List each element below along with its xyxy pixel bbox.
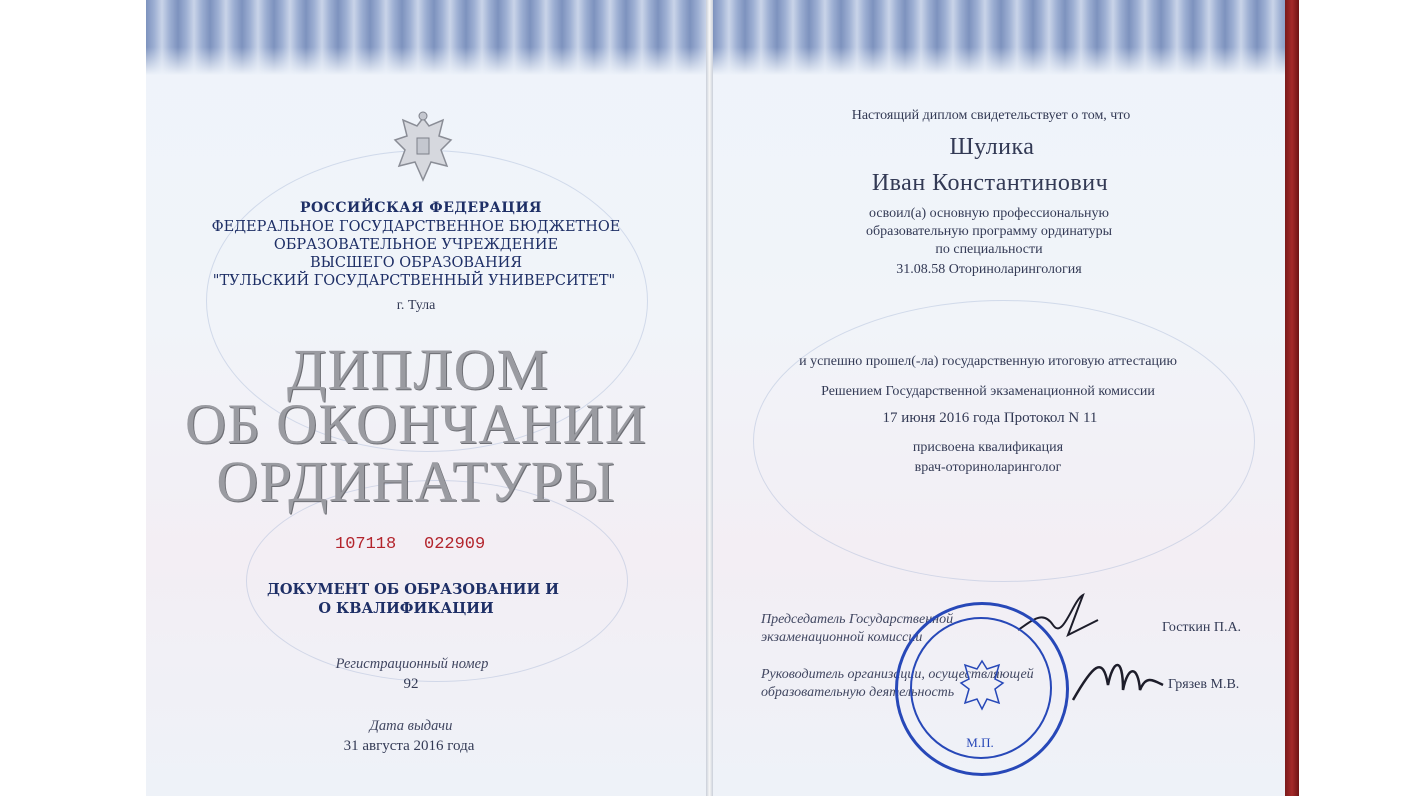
diploma-cover-edge bbox=[1285, 0, 1299, 796]
diploma-title-line-2: ОБ ОКОНЧАНИИ bbox=[185, 393, 647, 456]
program-line-3: по специальности bbox=[935, 242, 1043, 257]
issue-date: 31 августа 2016 года bbox=[343, 738, 475, 754]
qualification: врач-оториноларинголог bbox=[914, 460, 1062, 475]
institution-line-2: ОБРАЗОВАТЕЛЬНОЕ УЧРЕЖДЕНИЕ bbox=[273, 237, 559, 253]
specialty: 31.08.58 Оториноларингология bbox=[896, 262, 1082, 277]
head-signature-icon bbox=[1068, 645, 1168, 715]
document-type-line-1: ДОКУМЕНТ ОБ ОБРАЗОВАНИИ И bbox=[267, 581, 559, 598]
serial-number: 022909 bbox=[424, 535, 486, 554]
head-title-line-2: образовательную деятельность bbox=[761, 685, 955, 700]
decorative-border bbox=[146, 0, 706, 75]
holder-surname: Шулика bbox=[949, 134, 1035, 160]
protocol: 17 июня 2016 года Протокол N 11 bbox=[882, 410, 1098, 426]
program-line-2: образовательную программу ординатуры bbox=[866, 224, 1112, 239]
document-type-line-2: О КВАЛИФИКАЦИИ bbox=[318, 600, 494, 617]
registration-label: Регистрационный номер bbox=[335, 656, 489, 672]
chair-title-line-2: экзаменационной комиссии bbox=[761, 630, 923, 645]
head-title-line-1: Руководитель организации, осуществляющей bbox=[761, 667, 1034, 682]
city: г. Тула bbox=[396, 298, 436, 313]
diploma-title-line-3: ОРДИНАТУРЫ bbox=[216, 449, 616, 514]
head-name: Грязев М.В. bbox=[1168, 677, 1240, 692]
coat-of-arms-icon bbox=[387, 110, 459, 188]
diploma-title-line-1: ДИПЛОМ bbox=[286, 337, 550, 402]
seal-emblem-icon bbox=[957, 657, 1007, 712]
institution-line-1: ФЕДЕРАЛЬНОЕ ГОСУДАРСТВЕННОЕ БЮДЖЕТНОЕ bbox=[211, 219, 621, 235]
issue-date-label: Дата выдачи bbox=[369, 718, 453, 734]
country-name: РОССИЙСКАЯ ФЕДЕРАЦИЯ bbox=[299, 200, 543, 216]
diploma-spine bbox=[706, 0, 713, 796]
chair-title-line-1: Председатель Государственной bbox=[761, 612, 954, 627]
holder-name: Иван Константинович bbox=[871, 170, 1109, 196]
commission-decision: Решением Государственной экзаменационной комиссии bbox=[821, 384, 1155, 399]
chair-name: Госткин П.А. bbox=[1162, 620, 1242, 635]
diploma-left-page bbox=[146, 0, 706, 796]
intro-text: Настоящий диплом свидетельствует о том, что bbox=[851, 108, 1131, 123]
seal-stamp bbox=[895, 602, 1069, 776]
attestation-text: и успешно прошел(-ла) государственную итоговую аттестацию bbox=[799, 354, 1177, 369]
serial-series: 107118 bbox=[335, 535, 397, 554]
diploma-right-page bbox=[713, 0, 1285, 796]
seal-mp-label: М.П. bbox=[966, 735, 994, 750]
decorative-border bbox=[713, 0, 1285, 75]
program-line-1: освоил(а) основную профессиональную bbox=[869, 206, 1109, 221]
institution-line-3: ВЫСШЕГО ОБРАЗОВАНИЯ bbox=[309, 255, 523, 271]
registration-number: 92 bbox=[403, 676, 419, 692]
institution-line-4: "ТУЛЬСКИЙ ГОСУДАРСТВЕННЫЙ УНИВЕРСИТЕТ" bbox=[212, 273, 616, 289]
qualification-label: присвоена квалификация bbox=[912, 440, 1064, 455]
